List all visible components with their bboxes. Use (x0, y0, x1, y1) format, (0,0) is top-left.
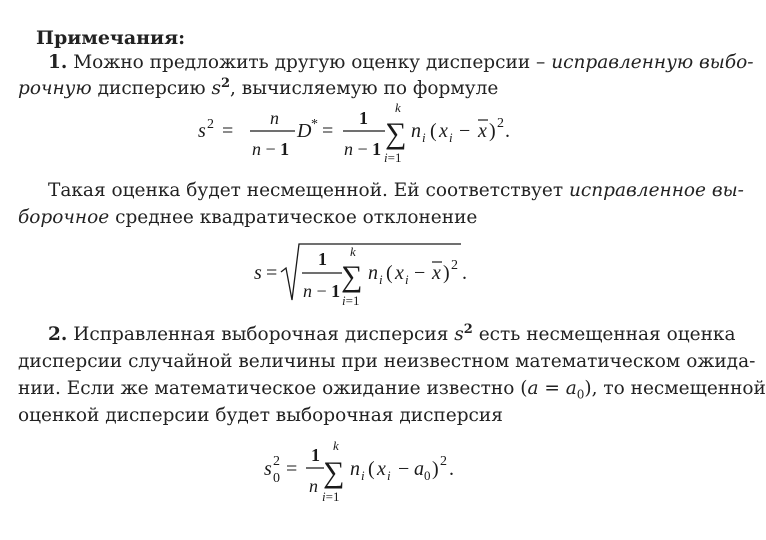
note1-var-exp: 2 (221, 76, 231, 91)
svg-text:): ) (432, 458, 439, 480)
note2-number: 2. (48, 324, 68, 345)
svg-text:2: 2 (273, 454, 280, 469)
svg-text:k: k (395, 100, 401, 115)
svg-text:x: x (377, 458, 386, 480)
svg-text:x: x (439, 120, 448, 142)
note1-line1-text: Можно предложить другую оценку дисперсии – (73, 52, 546, 73)
notes-heading: Примечания: (36, 27, 186, 49)
svg-text:−: − (398, 458, 410, 480)
para2-line1-text: Такая оценка будет несмещенной. Ей соответствует (48, 180, 564, 201)
note2-line3-text: нии. Если же математическое ожидание известно ( (18, 378, 528, 399)
svg-text:0: 0 (424, 468, 431, 483)
svg-text:.: . (505, 120, 510, 142)
note1-line2-tail: , вычисляемую по формуле (230, 78, 499, 99)
svg-text:−: − (414, 262, 426, 284)
note2-line3-math: a = a (527, 378, 577, 399)
svg-text:D: D (297, 120, 312, 142)
svg-text:n: n (270, 108, 279, 128)
svg-text:2: 2 (440, 454, 447, 469)
note1-line1-emph: исправленную выбо- (551, 52, 754, 73)
svg-text:(: ( (368, 458, 375, 480)
svg-text:*: * (311, 117, 318, 132)
formula-corrected-std (254, 244, 467, 308)
svg-text:n: n (411, 120, 421, 142)
note2-line3-sub: 0 (576, 387, 585, 402)
svg-text:n − 1: n − 1 (303, 281, 341, 301)
svg-text:i=1: i=1 (384, 150, 402, 165)
svg-text:n: n (368, 262, 378, 284)
para2-line2-text: среднее квадратическое отклонение (115, 207, 478, 228)
note2-line3-tail: ), то несмещенной (584, 378, 766, 399)
svg-text:∑: ∑ (341, 260, 363, 293)
svg-text:−: − (459, 120, 471, 142)
para2-line1-emph: исправленное вы- (568, 180, 744, 201)
note1-var-s: s (211, 78, 221, 99)
svg-text:=: = (266, 262, 278, 284)
svg-text:i=1: i=1 (342, 293, 360, 308)
note1-line2-emph: рочную (18, 78, 92, 99)
svg-text:=: = (286, 458, 298, 480)
para2-line2-emph: борочное (18, 207, 110, 228)
note2-var-exp: 2 (463, 322, 473, 337)
svg-text:n: n (350, 458, 360, 480)
note1-line2-text: дисперсию (97, 78, 206, 99)
svg-text:1: 1 (318, 249, 327, 269)
svg-text:i: i (422, 130, 426, 145)
note2-line4: оценкой дисперсии будет выборочная дисперсия (18, 405, 503, 426)
svg-text:x: x (432, 262, 441, 284)
note2-line1-tail: есть несмещенная оценка (478, 324, 736, 345)
svg-text:i: i (361, 468, 365, 483)
svg-text:i: i (379, 272, 383, 287)
svg-text:i: i (387, 468, 391, 483)
note2-var-s: s (454, 324, 464, 345)
svg-text:=: = (222, 120, 234, 142)
svg-text:k: k (350, 244, 356, 259)
svg-text:x: x (478, 120, 487, 142)
svg-text:): ) (443, 262, 450, 284)
svg-text:(: ( (430, 120, 437, 142)
note1-number: 1. (48, 52, 68, 73)
svg-text:n − 1: n − 1 (252, 139, 290, 159)
svg-text:n: n (309, 476, 318, 496)
svg-text:.: . (462, 262, 467, 284)
svg-text:s: s (198, 120, 206, 142)
svg-text:a: a (414, 458, 424, 480)
note2-line2: дисперсии случайной величины при неизвестном математическом ожида- (18, 351, 756, 372)
formula-sample-variance-known-mean (264, 438, 454, 504)
svg-text:1: 1 (359, 108, 368, 128)
svg-text:2: 2 (497, 116, 504, 131)
svg-text:k: k (333, 438, 339, 453)
svg-text:i=1: i=1 (322, 489, 340, 504)
svg-text:i: i (405, 272, 409, 287)
svg-text:): ) (489, 120, 496, 142)
svg-text:2: 2 (451, 258, 458, 273)
note2-line1-text: Исправленная выборочная дисперсия (73, 324, 449, 345)
svg-text:.: . (449, 458, 454, 480)
svg-text:i: i (449, 130, 453, 145)
svg-text:n − 1: n − 1 (344, 139, 382, 159)
formula-corrected-variance (198, 100, 510, 165)
svg-text:=: = (322, 120, 334, 142)
svg-text:∑: ∑ (323, 456, 345, 489)
svg-text:x: x (395, 262, 404, 284)
svg-text:s: s (254, 262, 262, 284)
svg-text:0: 0 (273, 471, 280, 486)
svg-text:2: 2 (207, 117, 214, 132)
svg-text:1: 1 (311, 445, 320, 465)
svg-text:∑: ∑ (385, 117, 407, 150)
svg-text:s: s (264, 458, 272, 480)
svg-text:(: ( (386, 262, 393, 284)
